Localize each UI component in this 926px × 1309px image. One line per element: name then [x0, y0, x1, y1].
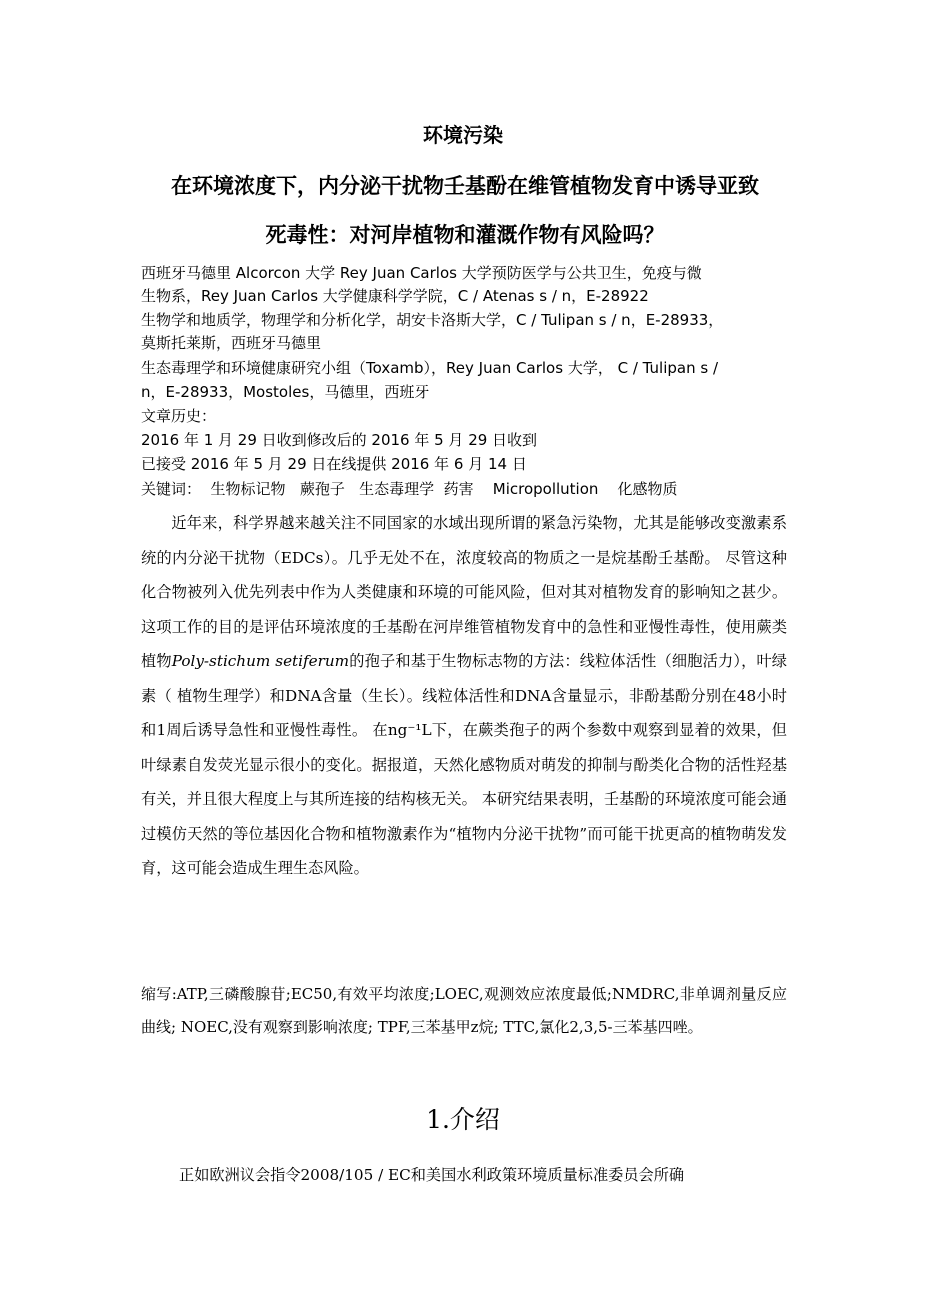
abbreviations: 缩写:ATP,三磷酸腺苷;EC50,有效平均浓度;LOEC,观测效应浓度最低;NMDRC,非单调剂量反应曲线; NOEC,没有观察到影响浓度; TPF,三苯基甲z烷; TTC,氯化2,3,5-三苯基四唑。: [141, 985, 787, 1036]
species-name: Poly-stichum setiferum: [171, 652, 350, 670]
affiliation-1-line-1: 西班牙马德里 Alcorcon 大学 Rey Juan Carlos 大学预防医学与公共卫生，免疫与微: [141, 264, 702, 282]
affiliation-2-line-1: 生物学和地质学，物理学和分析化学，胡安卡洛斯大学，C / Tulipan s / n，E-28933，: [141, 311, 724, 329]
affiliation-3-line-1: 生态毒理学和环境健康研究小组（Toxamb），Rey Juan Carlos 大学， C / Tulipan s /: [141, 359, 718, 377]
article-title-line-1: 在环境浓度下，内分泌干扰物壬基酚在维管植物发育中诱导亚致: [171, 174, 759, 198]
keywords: 关键词： 生物标记物 蕨孢子 生态毒理学 药害 Micropollution 化感物质: [141, 480, 678, 498]
affiliation-3-line-2: n，E-28933，Mostoles，马德里，西班牙: [141, 383, 430, 401]
journal-name: 环境污染: [423, 123, 503, 147]
article-history-received: 2016 年 1 月 29 日收到修改后的 2016 年 5 月 29 日收到: [141, 431, 538, 449]
affiliation-1-line-2: 生物系，Rey Juan Carlos 大学健康科学学院，C / Atenas s / n，E-28922: [141, 287, 649, 305]
abstract-part-1: 近年来，科学界越来越关注不同国家的水域出现所谓的紧急污染物，尤其是能够改变激素系统的内分泌干扰物（EDCs）。几乎无处不在，浓度较高的物质之一是烷基酚壬基酚。 尽管这种化合物被列入优先列表中作为人类健康和环境的可能风险，但对其对植物发育的影响知之甚少。这项工作的目的是评估环境浓度的壬基酚在河岸维管植物发育中的急性和亚慢性毒性，使用蕨类植物: [141, 514, 787, 670]
intro-first-line: 正如欧洲议会指令2008/105 / EC和美国水利政策环境质量标准委员会所确: [179, 1166, 685, 1184]
article-history-label: 文章历史：: [141, 407, 217, 425]
section-heading: 1.介绍: [426, 1105, 500, 1134]
affiliation-2-line-2: 莫斯托莱斯，西班牙马德里: [141, 334, 322, 352]
abstract-part-2: 的孢子和基于生物标志物的方法：线粒体活性（细胞活力），叶绿素（ 植物生理学）和DNA含量（生长）。线粒体活性和DNA含量显示，非酚基酚分别在48小时和1周后诱导急性和亚慢性毒性。 在ng⁻¹L下，在蕨类孢子的两个参数中观察到显着的效果，但叶绿素自发荧光显示很小的变化。据报道，天然化感物质对萌发的抑制与酚类化合物的活性羟基有关，并且很大程度上与其所连接的结构核无关。 本研究结果表明，壬基酚的环境浓度可能会通过模仿天然的等位基因化合物和植物激素作为“植物内分泌干扰物”而可能干扰更高的植物萌发发育，这可能会造成生理生态风险。: [141, 652, 787, 877]
abstract: [141, 506, 787, 886]
article-history-accepted: 已接受 2016 年 5 月 29 日在线提供 2016 年 6 月 14 日: [141, 455, 527, 473]
article-title-line-2: 死毒性：对河岸植物和灌溉作物有风险吗？: [265, 223, 665, 247]
